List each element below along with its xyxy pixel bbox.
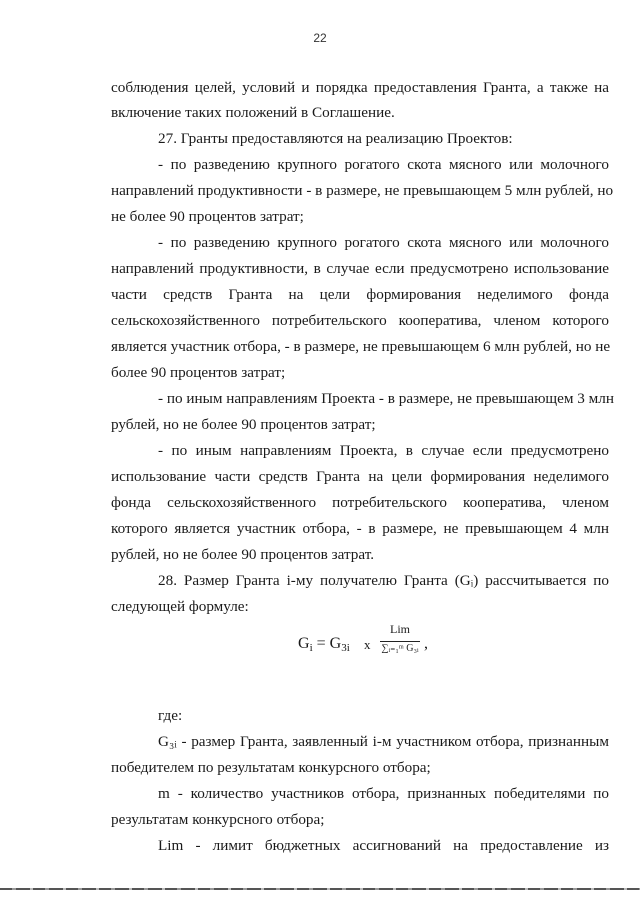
paragraph-line: Lim - лимит бюджетных ассигнований на предоставление из (158, 837, 609, 854)
paragraph-line: m - количество участников отбора, признанных победителями по (158, 785, 609, 802)
formula-comma: , (424, 635, 428, 652)
formula-fraction-bar (380, 641, 420, 642)
formula-rhs-subscript: 3i (341, 642, 350, 654)
formula-lhs-symbol: G (298, 635, 310, 652)
paragraph-line: G₃ᵢ - размер Гранта, заявленный i-м участником отбора, признанным (158, 733, 609, 750)
paragraph-line: не более 90 процентов затрат; (111, 208, 304, 225)
paragraph-line: соблюдения целей, условий и порядка предоставления Гранта, а также на (111, 79, 609, 96)
paragraph-line: более 90 процентов затрат; (111, 364, 286, 381)
paragraph-line: включение таких положений в Соглашение. (111, 104, 395, 121)
paragraph-line: следующей формуле: (111, 598, 249, 615)
paragraph-line: результатам конкурсного отбора; (111, 811, 325, 828)
formula-equals: = (316, 635, 326, 652)
paragraph-line: - по разведению крупного рогатого скота мясного или молочного (158, 234, 609, 251)
paragraph-line: где: (158, 707, 183, 724)
paragraph-line: сельскохозяйственного потребительского кооператива, членом которого (111, 312, 609, 329)
page-number: 22 (313, 31, 327, 45)
formula-lhs (298, 635, 350, 654)
paragraph-line: является участник отбора, - в размере, не превышающем 6 млн рублей, но не (111, 338, 611, 355)
formula-denominator: ∑ᵢ₌₁ᵐ G₃ᵢ (381, 643, 419, 654)
paragraph-line: рублей, но не более 90 процентов затрат. (111, 546, 375, 563)
paragraph-line: - по иным направлениям Проекта, в случае если предусмотрено (158, 442, 609, 459)
paragraph-line: направлений продуктивности, в случае если предусмотрено использование (111, 260, 609, 277)
paragraph-line: - по разведению крупного рогатого скота мясного или молочного (158, 156, 609, 173)
formula-numerator: Lim (390, 622, 410, 636)
formula-times: x (364, 637, 371, 652)
paragraph-line: - по иным направлениям Проекта - в размере, не превышающем 3 млн (158, 390, 614, 407)
paragraph-line: 28. Размер Гранта i-му получателю Гранта (Gᵢ) рассчитывается по (158, 572, 609, 589)
paragraph-line: которого является участник отбора, - в размере, не превышающем 4 млн (111, 520, 609, 537)
paragraph-line: победителем по результатам конкурсного отбора; (111, 759, 431, 776)
formula-rhs-symbol: G (329, 635, 342, 652)
paragraph-line: фонда сельскохозяйственного потребительского кооператива, членом (111, 494, 609, 511)
paragraph-line: 27. Гранты предоставляются на реализацию Проектов: (158, 130, 513, 147)
paragraph-line: части средств Гранта на цели формирования неделимого фонда (111, 286, 609, 303)
formula-lhs-subscript: i (309, 642, 313, 654)
paragraph-line: рублей, но не более 90 процентов затрат; (111, 416, 376, 433)
paragraph-line: направлений продуктивности - в размере, не превышающем 5 млн рублей, но (111, 182, 614, 199)
scan-bottom-edge (0, 888, 640, 890)
paragraph-line: использование части средств Гранта на цели формирования неделимого (111, 468, 609, 485)
